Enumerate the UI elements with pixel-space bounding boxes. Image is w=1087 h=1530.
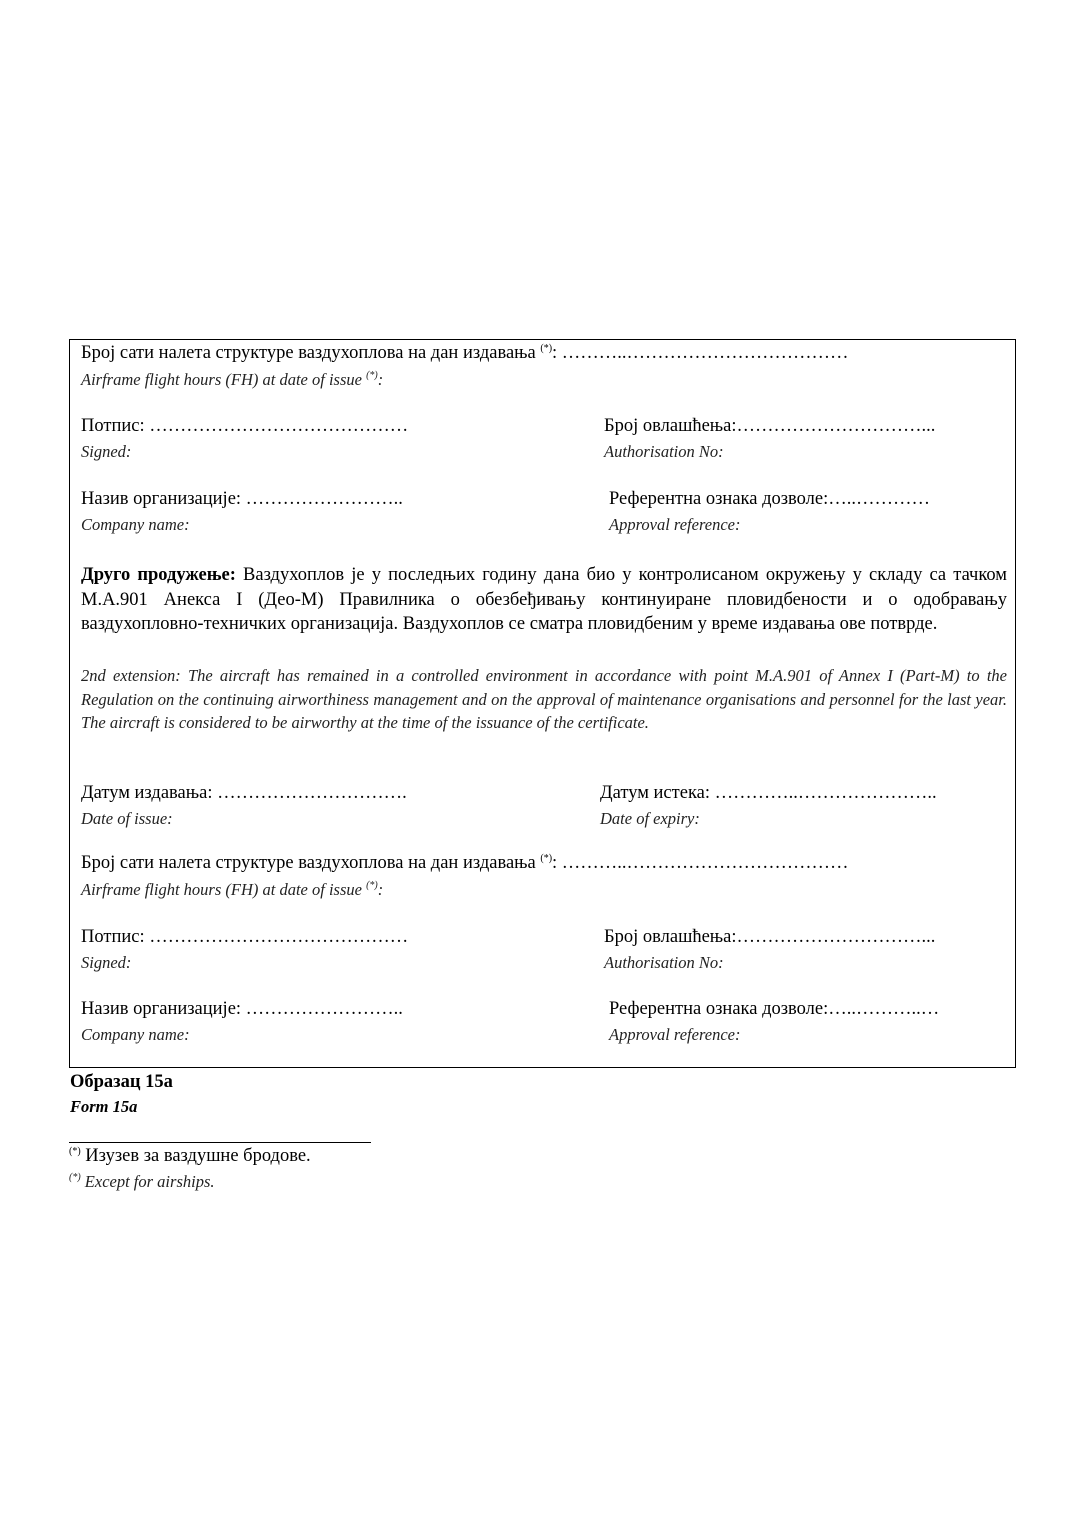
authorisation-label-en-1: Authorisation No: xyxy=(604,442,724,461)
company-label-en-2: Company name: xyxy=(81,1025,190,1044)
signed-label-en-1: Signed: xyxy=(81,442,132,461)
flight-hours-field-2: Број сати налета структуре ваздухоплова на дан издавања (*): ………..……………………………… xyxy=(81,853,849,873)
footnote-sr: (*) Изузев за ваздушне бродове. xyxy=(69,1146,311,1166)
form-label-en: Form 15a xyxy=(70,1097,138,1116)
signed-field-1: Потпис: …………………………………… xyxy=(81,416,409,436)
footnote-marker: (*) xyxy=(540,853,553,864)
flight-hours-field-1 xyxy=(81,343,849,364)
authorisation-label-en-2: Authorisation No: xyxy=(604,953,724,972)
flight-hours-label-en-1: Airframe flight hours (FH) at date of issue (*): xyxy=(81,370,384,389)
signed-field-2: Потпис: …………………………………… xyxy=(81,927,409,947)
issue-date-label-en: Date of issue: xyxy=(81,809,173,828)
footnote-marker: (*) xyxy=(540,343,553,354)
extension-title: Друго продужење: xyxy=(81,565,236,585)
expiry-date-label-en: Date of expiry: xyxy=(600,809,700,828)
signed-label-en-2: Signed: xyxy=(81,953,132,972)
flight-hours-label-en-2: Airframe flight hours (FH) at date of issue (*): xyxy=(81,880,384,899)
authorisation-field-2: Број овлашћења:…………………………... xyxy=(604,927,936,947)
extension-paragraph-en: 2nd extension: The aircraft has remained in a controlled environment in accordance with point M.A.901 of Annex I (Part-M) to the Regulation on the continuing airworthiness management and on the approval of maintenance organisations and personnel for the last year. The aircraft is considered to be airworthy at the time of the issuance of the certificate. xyxy=(81,666,1007,732)
expiry-date-field: Датум истека: …………..………………….. xyxy=(600,783,937,803)
company-field-2: Назив организације: …………………….. xyxy=(81,999,403,1019)
form-label-sr: Образац 15а xyxy=(70,1072,173,1092)
approval-field-2: Референтна ознака дозволе:…..………..… xyxy=(609,999,940,1019)
flight-hours-label: Број сати налета структуре ваздухоплова на дан издавања xyxy=(81,343,536,363)
approval-field-1: Референтна ознака дозволе:…..………… xyxy=(609,489,930,509)
company-field-1: Назив организације: …………………….. xyxy=(81,489,403,509)
issue-date-field: Датум издавања: …………………………. xyxy=(81,783,407,803)
flight-hours-fill: : ………..……………………………… xyxy=(552,343,849,363)
authorisation-field-1: Број овлашћења:…………………………... xyxy=(604,416,936,436)
company-label-en-1: Company name: xyxy=(81,515,190,534)
footnote-en: (*) Except for airships. xyxy=(69,1172,215,1191)
approval-label-en-1: Approval reference: xyxy=(609,515,741,534)
approval-label-en-2: Approval reference: xyxy=(609,1025,741,1044)
footnote-divider xyxy=(69,1142,371,1143)
extension-paragraph-sr: Друго продужење: Ваздухоплов је у последњих годину дана био у контролисаном окружењу у складу са тачком M.A.901 Анекса I (Део-M) Правилника о обезбеђивању континуиране пловидбености и о одобравању ваздухопловно-техничких организација. Ваздухоплов се сматра пловидбеним у време издавања ове потврде. xyxy=(81,565,1007,634)
